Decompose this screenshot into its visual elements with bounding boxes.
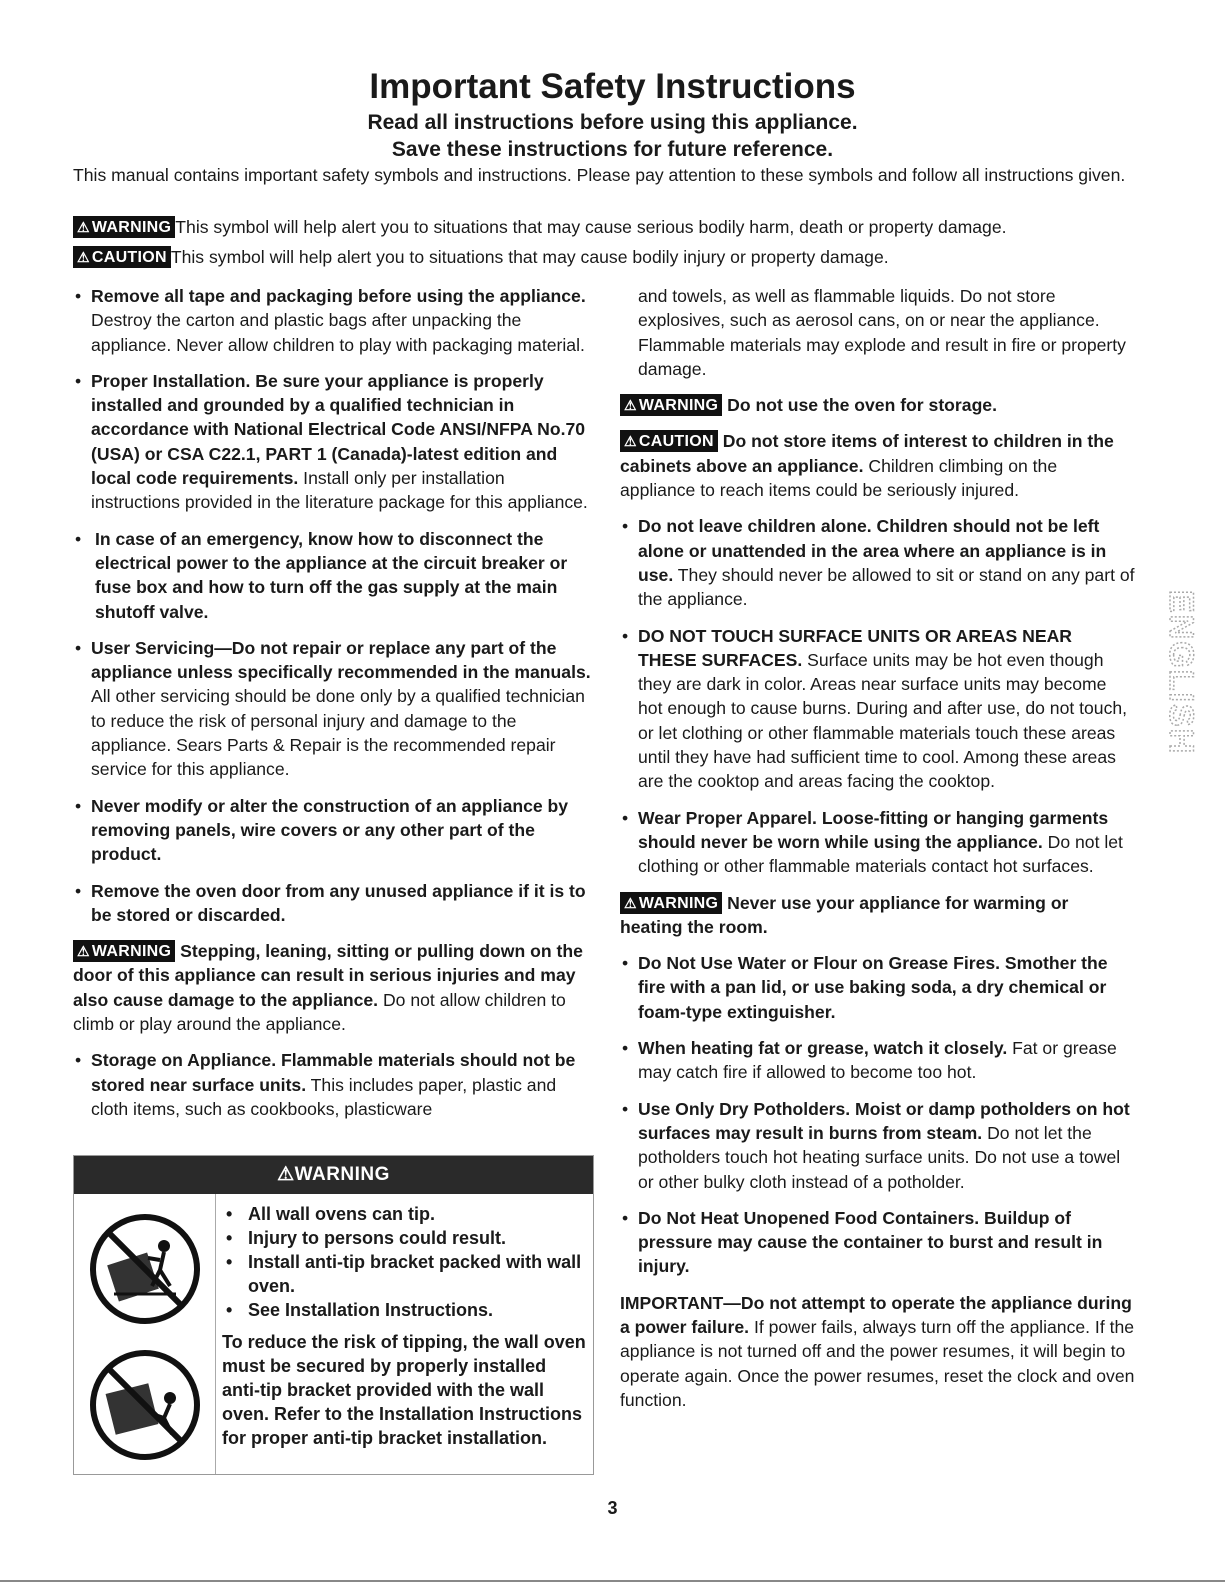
alert-triangle-icon: ⚠ <box>624 397 637 414</box>
caution-paragraph: ⚠ CAUTION Do not store items of interest to children in the cabinets above an appliance. Children climbing on the appliance to reach items could be seriously injured. <box>620 431 1114 501</box>
warning-badge: ⚠ WARNING <box>620 394 722 416</box>
list-item: • Do Not Heat Unopened Food Containers. Buildup of pressure may cause the container to burst and result in injury. <box>620 1206 1135 1279</box>
left-column <box>73 284 598 1133</box>
warning-badge: ⚠ WARNING <box>620 892 722 914</box>
tip-icons <box>74 1194 216 1474</box>
warning-paragraph: ⚠ WARNING Stepping, leaning, sitting or pulling down on the door of this appliance can result in serious injuries and may also cause damage to the appliance. Do not allow children to climb or play around the appliance. <box>73 941 583 1035</box>
page-title: Important Safety Instructions <box>369 67 856 106</box>
list-item: • DO NOT TOUCH SURFACE UNITS OR AREAS NEAR THESE SURFACES. Surface units may be hot even though they are dark in color. Areas near surface units may become hot enough to cause burns. During and after use, do not touch, or let clothing or other flammable materials touch these areas until they have had sufficient time to cool. Among these areas are the cooktop and areas facing the cooktop. <box>620 624 1135 794</box>
continued-paragraph: and towels, as well as flammable liquids. Do not store explosives, such as aerosol cans, on or near the appliance. Flammable materials may explode and result in fire or property damage. <box>638 286 1126 379</box>
list-item: • Do not leave children alone. Children should not be left alone or unattended in the area where an appliance is in use. They should never be allowed to sit or stand on any part of the appliance. <box>620 514 1135 611</box>
list-item: • Wear Proper Apparel. Loose-fitting or hanging garments should never be worn while using the appliance. Do not let clothing or other flammable materials contact hot surfaces. <box>620 806 1135 879</box>
anti-tip-instruction: To reduce the risk of tipping, the wall oven must be secured by properly installed anti-tip bracket provided with the wall oven. Refer to the Installation Instructions for proper anti-tip bracket installation. <box>222 1332 586 1448</box>
caution-badge: ⚠ CAUTION <box>620 430 718 452</box>
list-item: • Remove the oven door from any unused appliance if it is to be stored or discarded. <box>73 879 598 928</box>
warning-box-text <box>216 1194 593 1474</box>
page-subtitle-save: Save these instructions for future reference. <box>391 138 834 161</box>
bottom-divider <box>0 1580 1225 1582</box>
warning-symbol-text: This symbol will help alert you to situations that may cause serious bodily harm, death or property damage. <box>175 217 1007 237</box>
alert-triangle-icon: ⚠ <box>624 894 637 911</box>
list-item: • See Installation Instructions. <box>220 1298 587 1322</box>
anti-tip-warning-box <box>73 1155 594 1475</box>
list-item: • Remove all tape and packaging before using the appliance. Destroy the carton and plastic bags after unpacking the appliance. Never allow children to play with packaging material. <box>73 284 598 357</box>
warning-symbol-line <box>73 215 1007 239</box>
list-item: • When heating fat or grease, watch it closely. Fat or grease may catch fire if allowed to become too hot. <box>620 1036 1135 1085</box>
alert-triangle-icon: ⚠ <box>77 943 90 960</box>
no-tip-icon <box>84 1344 206 1466</box>
intro-text: This manual contains important safety symbols and instructions. Please pay attention to these symbols and follow all instructions given. <box>73 165 1126 185</box>
warning-paragraph: ⚠ WARNING Never use your appliance for warming or heating the room. <box>620 892 1069 937</box>
important-paragraph: IMPORTANT—Do not attempt to operate the appliance during a power failure. If power fails, always turn off the appliance. If the appliance is not turned off and the power resumes, it will begin to operate again. Once the power resumes, reset the clock and oven function. <box>620 1292 1135 1410</box>
list-item: • All wall ovens can tip. <box>220 1202 587 1226</box>
page-subtitle-read: Read all instructions before using this appliance. <box>367 111 858 134</box>
list-item: • Storage on Appliance. Flammable materials should not be stored near surface units. This includes paper, plastic and cloth items, such as cookbooks, plasticware <box>73 1048 598 1121</box>
list-item: • In case of an emergency, know how to disconnect the electrical power to the appliance at the circuit breaker or fuse box and how to turn off the gas supply at the main shutoff valve. <box>73 527 598 624</box>
warning-box-header: ⚠WARNING <box>74 1156 593 1194</box>
warning-paragraph: ⚠ WARNING Do not use the oven for storage. <box>620 393 1135 417</box>
list-item: • Never modify or alter the construction of an appliance by removing panels, wire covers or any other part of the product. <box>73 794 598 867</box>
list-item: • Proper Installation. Be sure your appliance is properly installed and grounded by a qualified technician in accordance with National Electrical Code ANSI/NFPA No.70 (USA) or CSA C22.1, PART 1 (Canada)-latest edition and local code requirements. Install only per installation instructions provided in the literature package for this appliance. <box>73 369 598 515</box>
page-number: 3 <box>607 1498 618 1518</box>
language-side-label <box>1130 580 1200 756</box>
list-item: • Install anti-tip bracket packed with wall oven. <box>220 1250 587 1298</box>
warning-badge: ⚠ WARNING <box>73 940 175 962</box>
side-label-text: ENGLISH <box>1162 590 1200 756</box>
alert-triangle-icon: ⚠ <box>277 1164 295 1185</box>
alert-triangle-icon: ⚠ <box>77 219 90 235</box>
list-item: • Use Only Dry Potholders. Moist or damp potholders on hot surfaces may result in burns from steam. Do not let the potholders touch hot heating surface units. Do not use a towel or other bulky cloth instead of a potholder. <box>620 1097 1135 1194</box>
list-item: • User Servicing—Do not repair or replace any part of the appliance unless specifically recommended in the manuals. All other servicing should be done only by a qualified technician to reduce the risk of personal injury and damage to the appliance. Sears Parts & Repair is the recommended repair service for this appliance. <box>73 636 598 782</box>
caution-symbol-text: This symbol will help alert you to situations that may cause bodily injury or property damage. <box>170 247 889 267</box>
alert-triangle-icon: ⚠ <box>624 433 637 450</box>
alert-triangle-icon: ⚠ <box>77 249 90 265</box>
list-item: • Injury to persons could result. <box>220 1226 587 1250</box>
list-item: • Do Not Use Water or Flour on Grease Fires. Smother the fire with a pan lid, or use baking soda, a dry chemical or foam-type extinguisher. <box>620 951 1135 1024</box>
caution-symbol-line <box>73 245 889 269</box>
caution-badge: ⚠ CAUTION <box>73 246 171 268</box>
right-column <box>620 284 1135 1424</box>
no-tip-icon <box>84 1208 206 1330</box>
warning-badge: ⚠ WARNING <box>73 216 175 238</box>
